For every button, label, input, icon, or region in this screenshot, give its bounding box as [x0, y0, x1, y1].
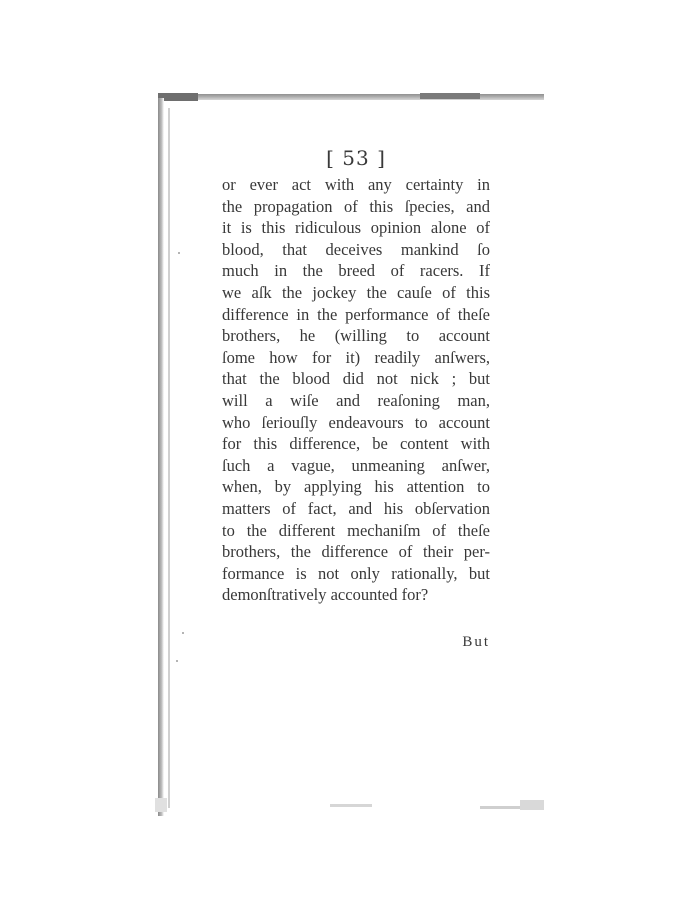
text-line: blood, that deceives mankind ſo — [222, 239, 490, 259]
text-line: the propagation of this ſpecies, and — [222, 196, 490, 216]
page-bottom-edge-mark — [330, 804, 372, 807]
text-line: brothers, he (willing to account — [222, 326, 490, 346]
text-line: ſuch a vague, unmeaning anſwer, — [222, 455, 490, 475]
page-bottom-edge-mark — [520, 800, 544, 810]
text-line: matters of fact, and his obſervation — [222, 498, 490, 518]
catchword: But — [462, 634, 490, 650]
text-line: for this difference, be content with — [222, 434, 490, 454]
paper-speck — [176, 660, 178, 662]
text-line: when, by applying his attention to — [222, 477, 490, 497]
page-top-edge — [158, 94, 544, 100]
page-number: [ 53 ] — [326, 146, 386, 170]
page-left-edge — [158, 98, 164, 816]
page-bottom-edge-mark — [155, 798, 167, 812]
text-line: to the different mechaniſm of theſe — [222, 520, 490, 540]
text-line: or ever act with any certainty in — [222, 175, 490, 194]
page-top-edge-mark — [420, 93, 480, 99]
text-line: demonſtratively accounted for? — [222, 585, 429, 605]
page-left-edge-line — [168, 108, 170, 808]
text-line: will a wiſe and reaſoning man, — [222, 390, 490, 410]
text-line: brothers, the difference of their per- — [222, 542, 490, 562]
page-top-edge-mark — [158, 93, 198, 101]
text-line: that the blood did not nick ; but — [222, 369, 490, 389]
body-text — [222, 174, 490, 606]
text-line: formance is not only rationally, but — [222, 563, 490, 583]
text-line: it is this ridiculous opinion alone of — [222, 218, 490, 238]
paper-speck — [182, 632, 184, 634]
text-line: difference in the performance of theſe — [222, 304, 490, 324]
text-line: much in the breed of racers. If — [222, 261, 490, 281]
text-line: ſome how for it) readily anſwers, — [222, 347, 490, 367]
text-line: we aſk the jockey the cauſe of this — [222, 282, 490, 302]
text-line: who ſeriouſly endeavours to account — [222, 412, 490, 432]
paper-speck — [178, 252, 180, 254]
